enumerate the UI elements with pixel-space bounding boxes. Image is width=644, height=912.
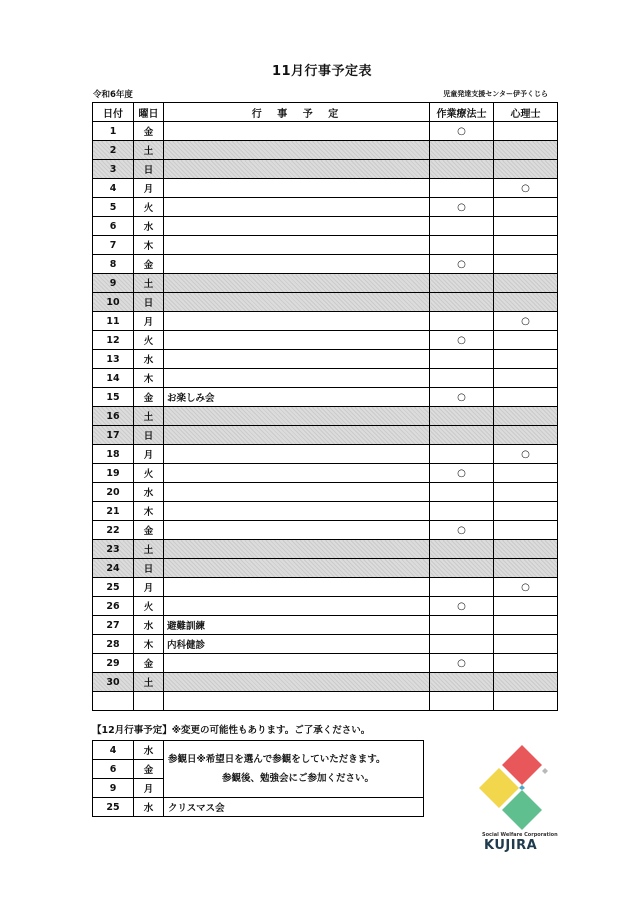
event-cell	[164, 502, 430, 521]
ot-mark-cell	[430, 559, 494, 578]
table-row	[93, 122, 558, 141]
day-cell-text: 29	[106, 657, 120, 669]
day-cell-text: 23	[106, 543, 120, 555]
ot-mark-cell-text: ○	[457, 657, 466, 669]
psych-mark-cell	[494, 521, 558, 540]
ot-mark-cell	[430, 635, 494, 654]
psych-mark-cell	[494, 692, 558, 711]
ot-mark-cell	[430, 350, 494, 369]
day-cell	[93, 141, 134, 160]
day-cell	[93, 559, 134, 578]
event-cell	[164, 426, 430, 445]
logo-gray-diamond	[542, 768, 548, 774]
next-day: 9	[93, 779, 134, 798]
merged-event-line2: 参観後、勉強会にご参加ください。	[222, 773, 375, 784]
day-cell	[93, 597, 134, 616]
event-cell	[164, 122, 430, 141]
weekday-cell	[134, 198, 164, 217]
weekday-cell-text: 木	[143, 507, 154, 518]
weekday-cell	[134, 141, 164, 160]
ot-mark-cell	[430, 236, 494, 255]
psych-mark-cell	[494, 274, 558, 293]
weekday-cell-text: 金	[143, 659, 154, 670]
header-psychologist: 心理士	[494, 103, 558, 122]
psych-mark-cell	[494, 141, 558, 160]
ot-mark-cell	[430, 616, 494, 635]
event-cell	[164, 293, 430, 312]
next-month-note: 【12月行事予定】※変更の可能性もあります。ご了承ください。	[92, 725, 371, 736]
weekday-cell-text: 火	[143, 203, 154, 214]
weekday-cell	[134, 236, 164, 255]
ot-mark-cell-text: ○	[457, 125, 466, 137]
weekday-cell-text: 日	[143, 165, 154, 176]
event-cell	[164, 616, 430, 635]
table-row	[93, 426, 558, 445]
table-row	[93, 236, 558, 255]
day-cell-text: 8	[109, 258, 117, 270]
weekday-cell-text: 月	[143, 184, 154, 195]
weekday-cell-text: 水	[143, 355, 154, 366]
logo-subtitle: Social Welfare Corporation	[482, 832, 558, 838]
day-cell-text: 4	[109, 182, 117, 194]
weekday-cell	[134, 388, 164, 407]
table-row	[93, 255, 558, 274]
day-cell-text: 17	[106, 429, 120, 441]
table-row	[93, 198, 558, 217]
event-cell	[164, 369, 430, 388]
weekday-cell-text: 木	[143, 640, 154, 651]
event-cell	[164, 312, 430, 331]
weekday-cell	[134, 540, 164, 559]
event-cell	[164, 141, 430, 160]
table-row	[93, 274, 558, 293]
ot-mark-cell	[430, 654, 494, 673]
day-cell-text: 9	[109, 277, 117, 289]
ot-mark-cell	[430, 445, 494, 464]
event-cell-text: 避難訓練	[167, 621, 206, 632]
day-cell-text: 24	[106, 562, 120, 574]
event-cell	[164, 635, 430, 654]
day-cell	[93, 369, 134, 388]
day-cell-text: 16	[106, 410, 120, 422]
next-day: 6	[93, 760, 134, 779]
day-cell	[93, 540, 134, 559]
weekday-cell	[134, 578, 164, 597]
day-cell-text: 7	[109, 239, 117, 251]
header-row	[93, 103, 558, 122]
weekday-cell-text: 土	[143, 279, 154, 290]
day-cell	[93, 217, 134, 236]
psych-mark-cell	[494, 483, 558, 502]
logo-name: KUJIRA	[484, 838, 538, 853]
psych-mark-cell	[494, 236, 558, 255]
day-cell-text: 10	[106, 296, 120, 308]
day-cell-text: 20	[106, 486, 120, 498]
weekday-cell	[134, 350, 164, 369]
psych-mark-cell-text: ○	[521, 182, 530, 194]
table-row	[93, 483, 558, 502]
event-cell	[164, 331, 430, 350]
table-row	[93, 312, 558, 331]
ot-mark-cell	[430, 369, 494, 388]
next-month-row	[93, 798, 424, 817]
psych-mark-cell	[494, 388, 558, 407]
weekday-cell-text: 木	[143, 241, 154, 252]
ot-mark-cell	[430, 122, 494, 141]
psych-mark-cell	[494, 217, 558, 236]
ot-mark-cell-text: ○	[457, 258, 466, 270]
weekday-cell-text: 土	[143, 678, 154, 689]
event-cell	[164, 255, 430, 274]
day-cell-text: 22	[106, 524, 120, 536]
day-cell-text: 13	[106, 353, 120, 365]
table-row	[93, 464, 558, 483]
weekday-cell-text: 火	[143, 469, 154, 480]
fiscal-year-label: 令和6年度	[93, 90, 133, 100]
psych-mark-cell	[494, 616, 558, 635]
event-cell	[164, 692, 430, 711]
psych-mark-cell	[494, 673, 558, 692]
psych-mark-cell	[494, 597, 558, 616]
psych-mark-cell	[494, 559, 558, 578]
day-cell-text: 3	[109, 163, 117, 175]
next-day: 4	[93, 741, 134, 760]
next-weekday: 月	[134, 779, 164, 798]
table-row	[93, 369, 558, 388]
weekday-cell	[134, 635, 164, 654]
psych-mark-cell	[494, 198, 558, 217]
logo-blue-diamond	[519, 785, 525, 790]
event-cell	[164, 483, 430, 502]
ot-mark-cell-text: ○	[457, 334, 466, 346]
psych-mark-cell	[494, 179, 558, 198]
weekday-cell-text: 金	[143, 526, 154, 537]
table-row	[93, 635, 558, 654]
event-cell	[164, 160, 430, 179]
day-cell	[93, 635, 134, 654]
day-cell	[93, 198, 134, 217]
day-cell-text: 25	[106, 581, 120, 593]
day-cell-text: 6	[109, 220, 117, 232]
table-row	[93, 293, 558, 312]
table-row	[93, 217, 558, 236]
ot-mark-cell	[430, 331, 494, 350]
ot-mark-cell	[430, 255, 494, 274]
next-month-row	[93, 741, 424, 760]
ot-mark-cell	[430, 673, 494, 692]
weekday-cell-text: 水	[143, 222, 154, 233]
next-day: 25	[93, 798, 134, 817]
day-cell	[93, 654, 134, 673]
weekday-cell	[134, 483, 164, 502]
day-cell	[93, 179, 134, 198]
day-cell	[93, 673, 134, 692]
event-cell-text: 内科健診	[167, 640, 206, 651]
day-cell-text: 14	[106, 372, 120, 384]
psych-mark-cell	[494, 350, 558, 369]
page-title: 11月行事予定表	[271, 64, 373, 79]
day-cell	[93, 464, 134, 483]
day-cell	[93, 388, 134, 407]
schedule-table	[92, 102, 558, 711]
ot-mark-cell	[430, 464, 494, 483]
merged-event-line1: 参観日※希望日を選んで参観をしていただきます。	[168, 754, 386, 765]
ot-mark-cell-text: ○	[457, 524, 466, 536]
ot-mark-cell	[430, 483, 494, 502]
day-cell	[93, 521, 134, 540]
day-cell	[93, 445, 134, 464]
event-cell	[164, 521, 430, 540]
table-row	[93, 179, 558, 198]
ot-mark-cell-text: ○	[457, 391, 466, 403]
day-cell	[93, 616, 134, 635]
ot-mark-cell	[430, 198, 494, 217]
day-cell-text: 12	[106, 334, 120, 346]
psych-mark-cell-text: ○	[521, 581, 530, 593]
event-cell	[164, 236, 430, 255]
header-occupational-therapist: 作業療法士	[430, 103, 494, 122]
event-cell	[164, 350, 430, 369]
psych-mark-cell	[494, 635, 558, 654]
ot-mark-cell	[430, 426, 494, 445]
weekday-cell	[134, 369, 164, 388]
psych-mark-cell	[494, 502, 558, 521]
table-row	[93, 559, 558, 578]
psych-mark-cell	[494, 293, 558, 312]
event-cell	[164, 179, 430, 198]
weekday-cell-text: 火	[143, 336, 154, 347]
weekday-cell	[134, 274, 164, 293]
day-cell	[93, 578, 134, 597]
weekday-cell	[134, 407, 164, 426]
weekday-cell-text: 月	[143, 583, 154, 594]
ot-mark-cell	[430, 502, 494, 521]
weekday-cell-text: 金	[143, 393, 154, 404]
psych-mark-cell	[494, 369, 558, 388]
ot-mark-cell	[430, 597, 494, 616]
day-cell-text: 11	[106, 315, 120, 327]
event-cell	[164, 559, 430, 578]
psych-mark-cell	[494, 445, 558, 464]
weekday-cell	[134, 654, 164, 673]
event-cell	[164, 217, 430, 236]
ot-mark-cell	[430, 179, 494, 198]
weekday-cell-text: 火	[143, 602, 154, 613]
day-cell	[93, 122, 134, 141]
psych-mark-cell	[494, 407, 558, 426]
day-cell-text: 15	[106, 391, 120, 403]
ot-mark-cell	[430, 578, 494, 597]
day-cell	[93, 502, 134, 521]
weekday-cell	[134, 160, 164, 179]
event-cell	[164, 597, 430, 616]
event-cell	[164, 274, 430, 293]
organization-name: 児童発達支援センター伊予くじら	[443, 90, 548, 98]
weekday-cell-text: 日	[143, 564, 154, 575]
table-row	[93, 445, 558, 464]
header-event: 行 事 予 定	[164, 103, 430, 122]
day-cell	[93, 331, 134, 350]
psych-mark-cell	[494, 255, 558, 274]
weekday-cell	[134, 445, 164, 464]
event-cell	[164, 198, 430, 217]
day-cell	[93, 274, 134, 293]
ot-mark-cell	[430, 521, 494, 540]
weekday-cell	[134, 502, 164, 521]
table-row	[93, 616, 558, 635]
weekday-cell	[134, 122, 164, 141]
table-row	[93, 388, 558, 407]
weekday-cell-text: 水	[143, 488, 154, 499]
table-row	[93, 521, 558, 540]
day-cell	[93, 255, 134, 274]
weekday-cell-text: 土	[143, 545, 154, 556]
day-cell-text: 27	[106, 619, 120, 631]
psych-mark-cell	[494, 122, 558, 141]
event-cell	[164, 388, 430, 407]
weekday-cell-text: 月	[143, 317, 154, 328]
ot-mark-cell	[430, 692, 494, 711]
table-row	[93, 331, 558, 350]
day-cell	[93, 312, 134, 331]
weekday-cell	[134, 616, 164, 635]
table-row	[93, 540, 558, 559]
weekday-cell	[134, 521, 164, 540]
header-day: 日付	[93, 103, 134, 122]
event-cell	[164, 407, 430, 426]
psych-mark-cell	[494, 578, 558, 597]
day-cell	[93, 692, 134, 711]
day-cell	[93, 236, 134, 255]
weekday-cell	[134, 255, 164, 274]
ot-mark-cell-text: ○	[457, 467, 466, 479]
table-row	[93, 407, 558, 426]
day-cell	[93, 483, 134, 502]
ot-mark-cell	[430, 388, 494, 407]
day-cell-text: 1	[109, 125, 117, 137]
ot-mark-cell	[430, 160, 494, 179]
weekday-cell	[134, 217, 164, 236]
ot-mark-cell	[430, 407, 494, 426]
table-row	[93, 141, 558, 160]
weekday-cell-text: 土	[143, 146, 154, 157]
schedule-body	[93, 122, 558, 711]
day-cell	[93, 426, 134, 445]
table-row	[93, 673, 558, 692]
day-cell-text: 5	[109, 201, 117, 213]
event-cell	[164, 464, 430, 483]
psych-mark-cell-text: ○	[521, 315, 530, 327]
table-row	[93, 597, 558, 616]
weekday-cell-text: 水	[143, 621, 154, 632]
psych-mark-cell	[494, 160, 558, 179]
next-weekday: 金	[134, 760, 164, 779]
psych-mark-cell	[494, 654, 558, 673]
event-cell	[164, 540, 430, 559]
event-cell-text: お楽しみ会	[167, 393, 215, 404]
ot-mark-cell-text: ○	[457, 600, 466, 612]
weekday-cell	[134, 673, 164, 692]
day-cell-text: 21	[106, 505, 120, 517]
weekday-cell-text: 金	[143, 260, 154, 271]
ot-mark-cell	[430, 540, 494, 559]
weekday-cell	[134, 312, 164, 331]
weekday-cell-text: 日	[143, 298, 154, 309]
day-cell-text: 18	[106, 448, 120, 460]
ot-mark-cell	[430, 293, 494, 312]
next-weekday: 水	[134, 741, 164, 760]
weekday-cell-text: 金	[143, 127, 154, 138]
psych-mark-cell	[494, 426, 558, 445]
ot-mark-cell	[430, 217, 494, 236]
day-cell	[93, 160, 134, 179]
weekday-cell	[134, 293, 164, 312]
table-row	[93, 502, 558, 521]
day-cell	[93, 350, 134, 369]
weekday-cell	[134, 331, 164, 350]
table-row	[93, 350, 558, 369]
day-cell-text: 30	[106, 676, 120, 688]
psych-mark-cell-text: ○	[521, 448, 530, 460]
psych-mark-cell	[494, 331, 558, 350]
table-row	[93, 692, 558, 711]
psych-mark-cell	[494, 464, 558, 483]
day-cell-text: 2	[109, 144, 117, 156]
day-cell-text: 26	[106, 600, 120, 612]
event-cell	[164, 654, 430, 673]
ot-mark-cell	[430, 274, 494, 293]
psych-mark-cell	[494, 312, 558, 331]
header-weekday: 曜日	[134, 103, 164, 122]
weekday-cell	[134, 426, 164, 445]
weekday-cell	[134, 559, 164, 578]
weekday-cell	[134, 179, 164, 198]
event-cell	[164, 578, 430, 597]
day-cell-text: 28	[106, 638, 120, 650]
psych-mark-cell	[494, 540, 558, 559]
weekday-cell-text: 木	[143, 374, 154, 385]
table-row	[93, 160, 558, 179]
ot-mark-cell-text: ○	[457, 201, 466, 213]
ot-mark-cell	[430, 312, 494, 331]
day-cell	[93, 407, 134, 426]
weekday-cell-text: 日	[143, 431, 154, 442]
day-cell-text: 19	[106, 467, 120, 479]
ot-mark-cell	[430, 141, 494, 160]
table-row	[93, 578, 558, 597]
next-month-table	[92, 740, 424, 817]
next-event: クリスマス会	[164, 798, 424, 817]
day-cell	[93, 293, 134, 312]
weekday-cell-text: 土	[143, 412, 154, 423]
table-row	[93, 654, 558, 673]
weekday-cell-text: 月	[143, 450, 154, 461]
event-cell	[164, 445, 430, 464]
weekday-cell	[134, 597, 164, 616]
weekday-cell	[134, 692, 164, 711]
event-cell	[164, 673, 430, 692]
weekday-cell	[134, 464, 164, 483]
merged-event-cell	[164, 741, 424, 798]
next-weekday: 水	[134, 798, 164, 817]
